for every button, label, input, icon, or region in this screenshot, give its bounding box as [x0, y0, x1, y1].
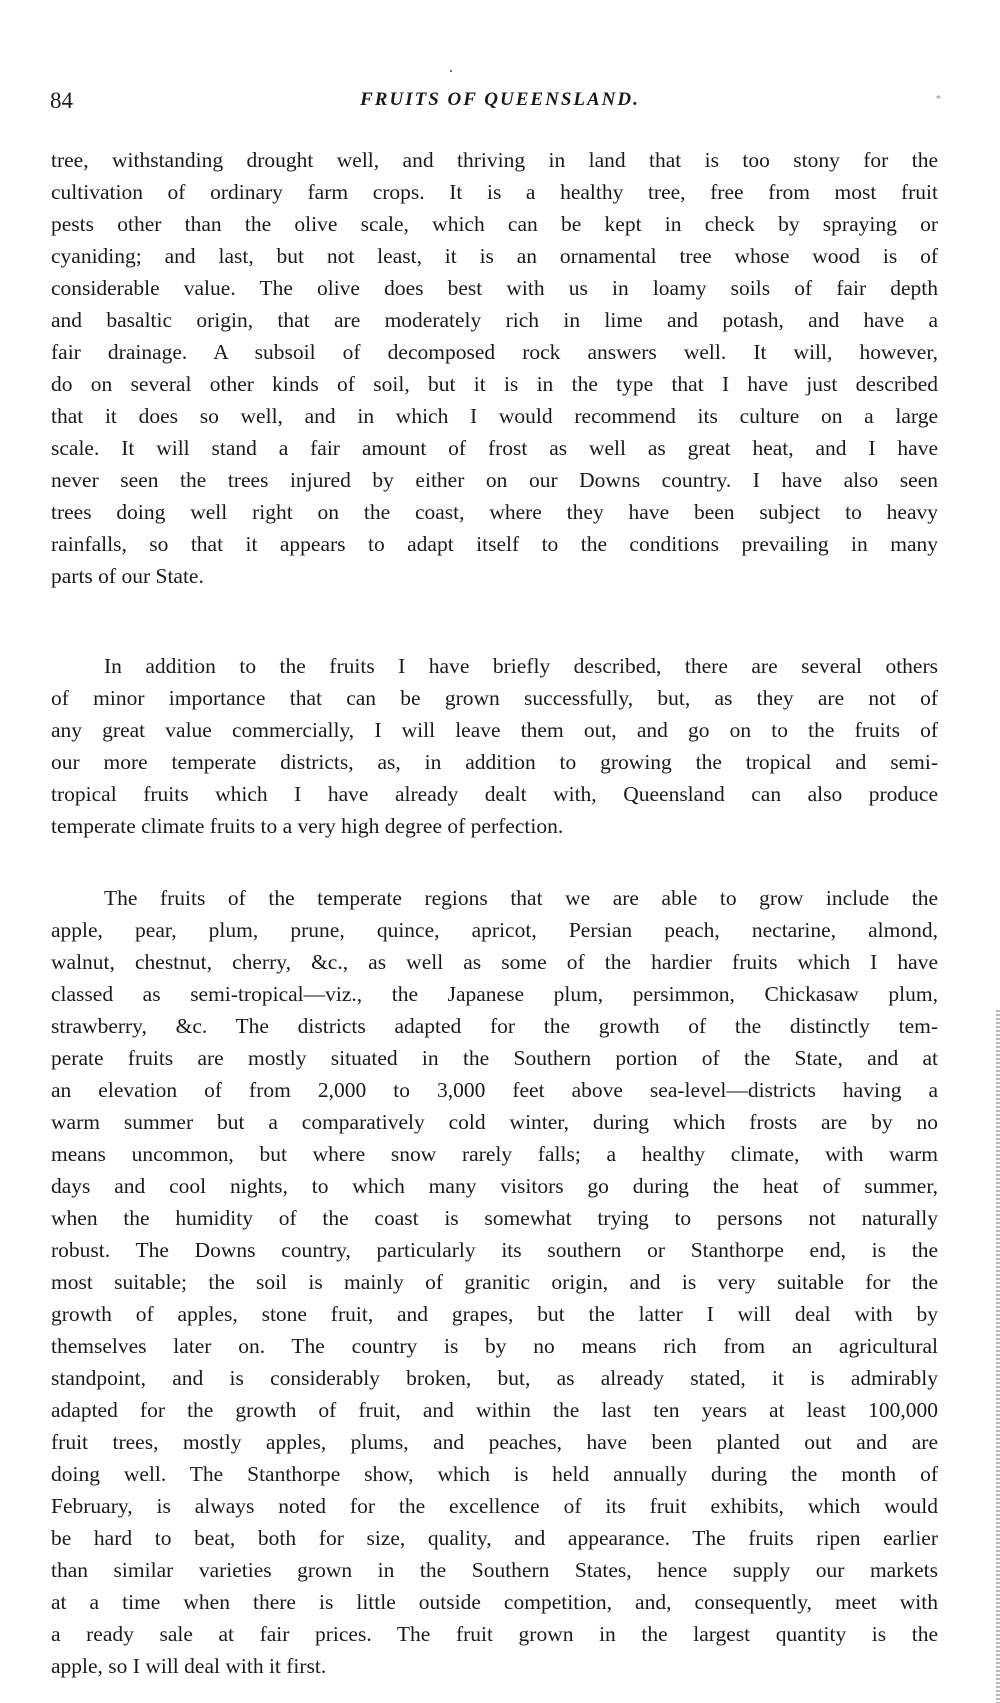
text-line: most suitable; the soil is mainly of granitic origin, and is very suitable for the	[51, 1270, 938, 1294]
text-line: never seen the trees injured by either on our Downs country. I have also seen	[51, 468, 938, 492]
text-line: cyaniding; and last, but not least, it is an ornamental tree whose wood is of	[51, 244, 938, 268]
text-line: warm summer but a comparatively cold winter, during which frosts are by no	[51, 1110, 938, 1134]
text-line: days and cool nights, to which many visitors go during the heat of summer,	[51, 1174, 938, 1198]
header-mark: *	[936, 94, 941, 105]
text-line: themselves later on. The country is by no means rich from an agricultural	[51, 1334, 938, 1358]
text-line: when the humidity of the coast is somewhat trying to persons not naturally	[51, 1206, 938, 1230]
text-line: fruit trees, mostly apples, plums, and peaches, have been planted out and are	[51, 1430, 938, 1454]
text-line: cultivation of ordinary farm crops. It is a healthy tree, free from most fruit	[51, 180, 938, 204]
text-line: apple, pear, plum, prune, quince, apricot, Persian peach, nectarine, almond,	[51, 918, 938, 942]
text-line: apple, so I will deal with it first.	[51, 1654, 327, 1678]
scan-speck	[450, 70, 452, 72]
text-line: tree, withstanding drought well, and thriving in land that is too stony for the	[51, 148, 938, 172]
text-line: temperate climate fruits to a very high degree of perfection.	[51, 814, 564, 838]
text-line: an elevation of from 2,000 to 3,000 feet above sea-level—districts having a	[51, 1078, 938, 1102]
text-line: pests other than the olive scale, which can be kept in check by spraying or	[51, 212, 938, 236]
scan-page-edge	[996, 1010, 1000, 1703]
page-number: 84	[50, 88, 73, 113]
text-line: and basaltic origin, that are moderately rich in lime and potash, and have a	[51, 308, 938, 332]
text-line: any great value commercially, I will leave them out, and go on to the fruits of	[51, 718, 938, 742]
text-line: trees doing well right on the coast, where they have been subject to heavy	[51, 500, 938, 524]
text-line: walnut, chestnut, cherry, &c., as well as some of the hardier fruits which I have	[51, 950, 938, 974]
text-line: strawberry, &c. The districts adapted for the growth of the distinctly tem-	[51, 1014, 938, 1038]
running-title: FRUITS OF QUEENSLAND.	[360, 89, 640, 110]
text-line: of minor importance that can be grown successfully, but, as they are not of	[51, 686, 938, 710]
text-line: February, is always noted for the excellence of its fruit exhibits, which would	[51, 1494, 938, 1518]
text-line: than similar varieties grown in the Southern States, hence supply our markets	[51, 1558, 938, 1582]
text-line: doing well. The Stanthorpe show, which is held annually during the month of	[51, 1462, 938, 1486]
text-line: rainfalls, so that it appears to adapt itself to the conditions prevailing in many	[51, 532, 938, 556]
text-line: that it does so well, and in which I would recommend its culture on a large	[51, 404, 938, 428]
text-line: do on several other kinds of soil, but it is in the type that I have just described	[51, 372, 938, 396]
text-line: a ready sale at fair prices. The fruit grown in the largest quantity is the	[51, 1622, 938, 1646]
text-line: our more temperate districts, as, in addition to growing the tropical and semi-	[51, 750, 938, 774]
text-line: adapted for the growth of fruit, and within the last ten years at least 100,000	[51, 1398, 938, 1422]
text-line: robust. The Downs country, particularly its southern or Stanthorpe end, is the	[51, 1238, 938, 1262]
text-line: parts of our State.	[51, 564, 204, 588]
text-line: tropical fruits which I have already dealt with, Queensland can also produce	[51, 782, 938, 806]
page-header	[50, 88, 950, 120]
text-line: classed as semi-tropical—viz., the Japanese plum, persimmon, Chickasaw plum,	[51, 982, 938, 1006]
text-line: considerable value. The olive does best with us in loamy soils of fair depth	[51, 276, 938, 300]
text-line: be hard to beat, both for size, quality, and appearance. The fruits ripen earlier	[51, 1526, 938, 1550]
text-line: standpoint, and is considerably broken, but, as already stated, it is admirably	[51, 1366, 938, 1390]
text-line: fair drainage. A subsoil of decomposed rock answers well. It will, however,	[51, 340, 938, 364]
text-line: means uncommon, but where snow rarely falls; a healthy climate, with warm	[51, 1142, 938, 1166]
text-line: growth of apples, stone fruit, and grapes, but the latter I will deal with by	[51, 1302, 938, 1326]
text-line: at a time when there is little outside competition, and, consequently, meet with	[51, 1590, 938, 1614]
text-line: scale. It will stand a fair amount of frost as well as great heat, and I have	[51, 436, 938, 460]
text-line: perate fruits are mostly situated in the Southern portion of the State, and at	[51, 1046, 938, 1070]
text-line: In addition to the fruits I have briefly described, there are several others	[104, 654, 938, 678]
text-line: The fruits of the temperate regions that we are able to grow include the	[104, 886, 938, 910]
